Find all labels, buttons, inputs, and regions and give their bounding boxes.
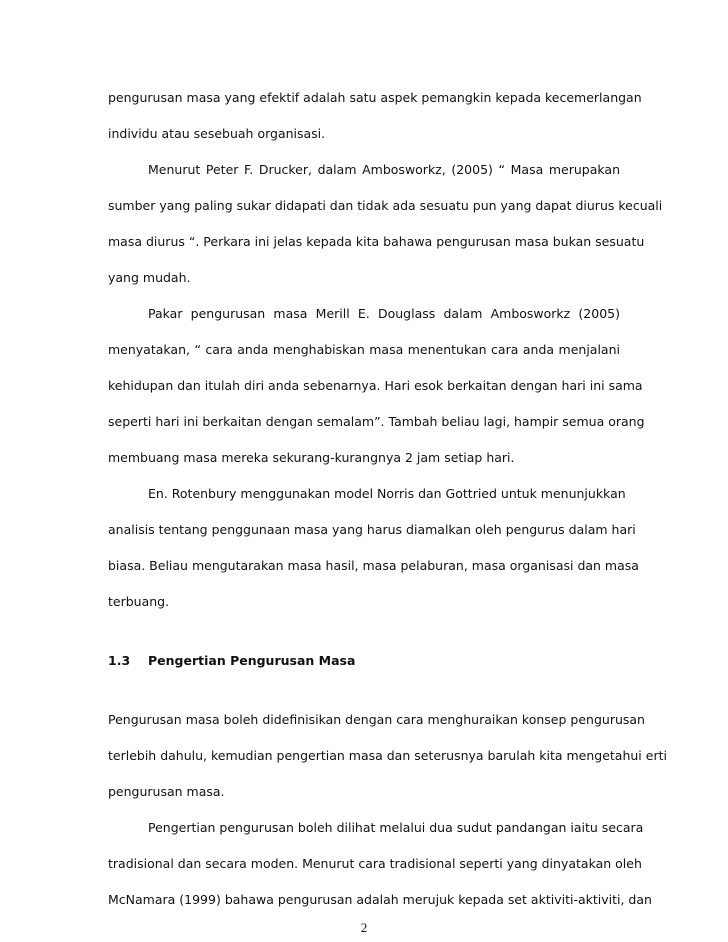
paragraph-3-line-2: menyatakan, “ cara anda menghabiskan masa menentukan cara anda menjalani [108,342,620,357]
paragraph-3-line-1: Pakar pengurusan masa Merill E. Douglass dalam Ambosworkz (2005) [148,306,620,321]
paragraph-2-line-4: yang mudah. [108,270,191,285]
paragraph-5-line-1: Pengurusan masa boleh didefinisikan dengan cara menghuraikan konsep pengurusan [108,712,645,727]
paragraph-2-line-1: Menurut Peter F. Drucker, dalam Ambosworkz, (2005) “ Masa merupakan [148,162,620,177]
paragraph-3-line-5: membuang masa mereka sekurang-kurangnya 2 jam setiap hari. [108,450,515,465]
section-number: 1.3 [108,653,131,668]
paragraph-6-line-1: Pengertian pengurusan boleh dilihat melalui dua sudut pandangan iaitu secara [148,820,644,835]
page-number: 2 [360,920,368,935]
paragraph-4-line-3: biasa. Beliau mengutarakan masa hasil, masa pelaburan, masa organisasi dan masa [108,558,639,573]
paragraph-5-line-3: pengurusan masa. [108,784,225,799]
paragraph-4-line-2: analisis tentang penggunaan masa yang harus diamalkan oleh pengurus dalam hari [108,522,636,537]
paragraph-4-line-4: terbuang. [108,594,170,609]
section-title: Pengertian Pengurusan Masa [148,653,356,668]
paragraph-2-line-2: sumber yang paling sukar didapati dan tidak ada sesuatu pun yang dapat diurus kecuali [108,198,663,213]
paragraph-1-line-2: individu atau sesebuah organisasi. [108,126,326,141]
paragraph-5-line-2: terlebih dahulu, kemudian pengertian masa dan seterusnya barulah kita mengetahui erti [108,748,667,763]
paragraph-3-line-3: kehidupan dan itulah diri anda sebenarnya. Hari esok berkaitan dengan hari ini sama [108,378,643,393]
paragraph-1-line-1: pengurusan masa yang efektif adalah satu aspek pemangkin kepada kecemerlangan [108,90,642,105]
paragraph-6-line-2: tradisional dan secara moden. Menurut cara tradisional seperti yang dinyatakan oleh [108,856,642,871]
paragraph-6-line-3: McNamara (1999) bahawa pengurusan adalah merujuk kepada set aktiviti-aktiviti, dan [108,892,652,907]
paragraph-2-line-3: masa diurus “. Perkara ini jelas kepada kita bahawa pengurusan masa bukan sesuatu [108,234,645,249]
paragraph-4-line-1: En. Rotenbury menggunakan model Norris dan Gottried untuk menunjukkan [148,486,626,501]
paragraph-3-line-4: seperti hari ini berkaitan dengan semalam”. Tambah beliau lagi, hampir semua orang [108,414,645,429]
